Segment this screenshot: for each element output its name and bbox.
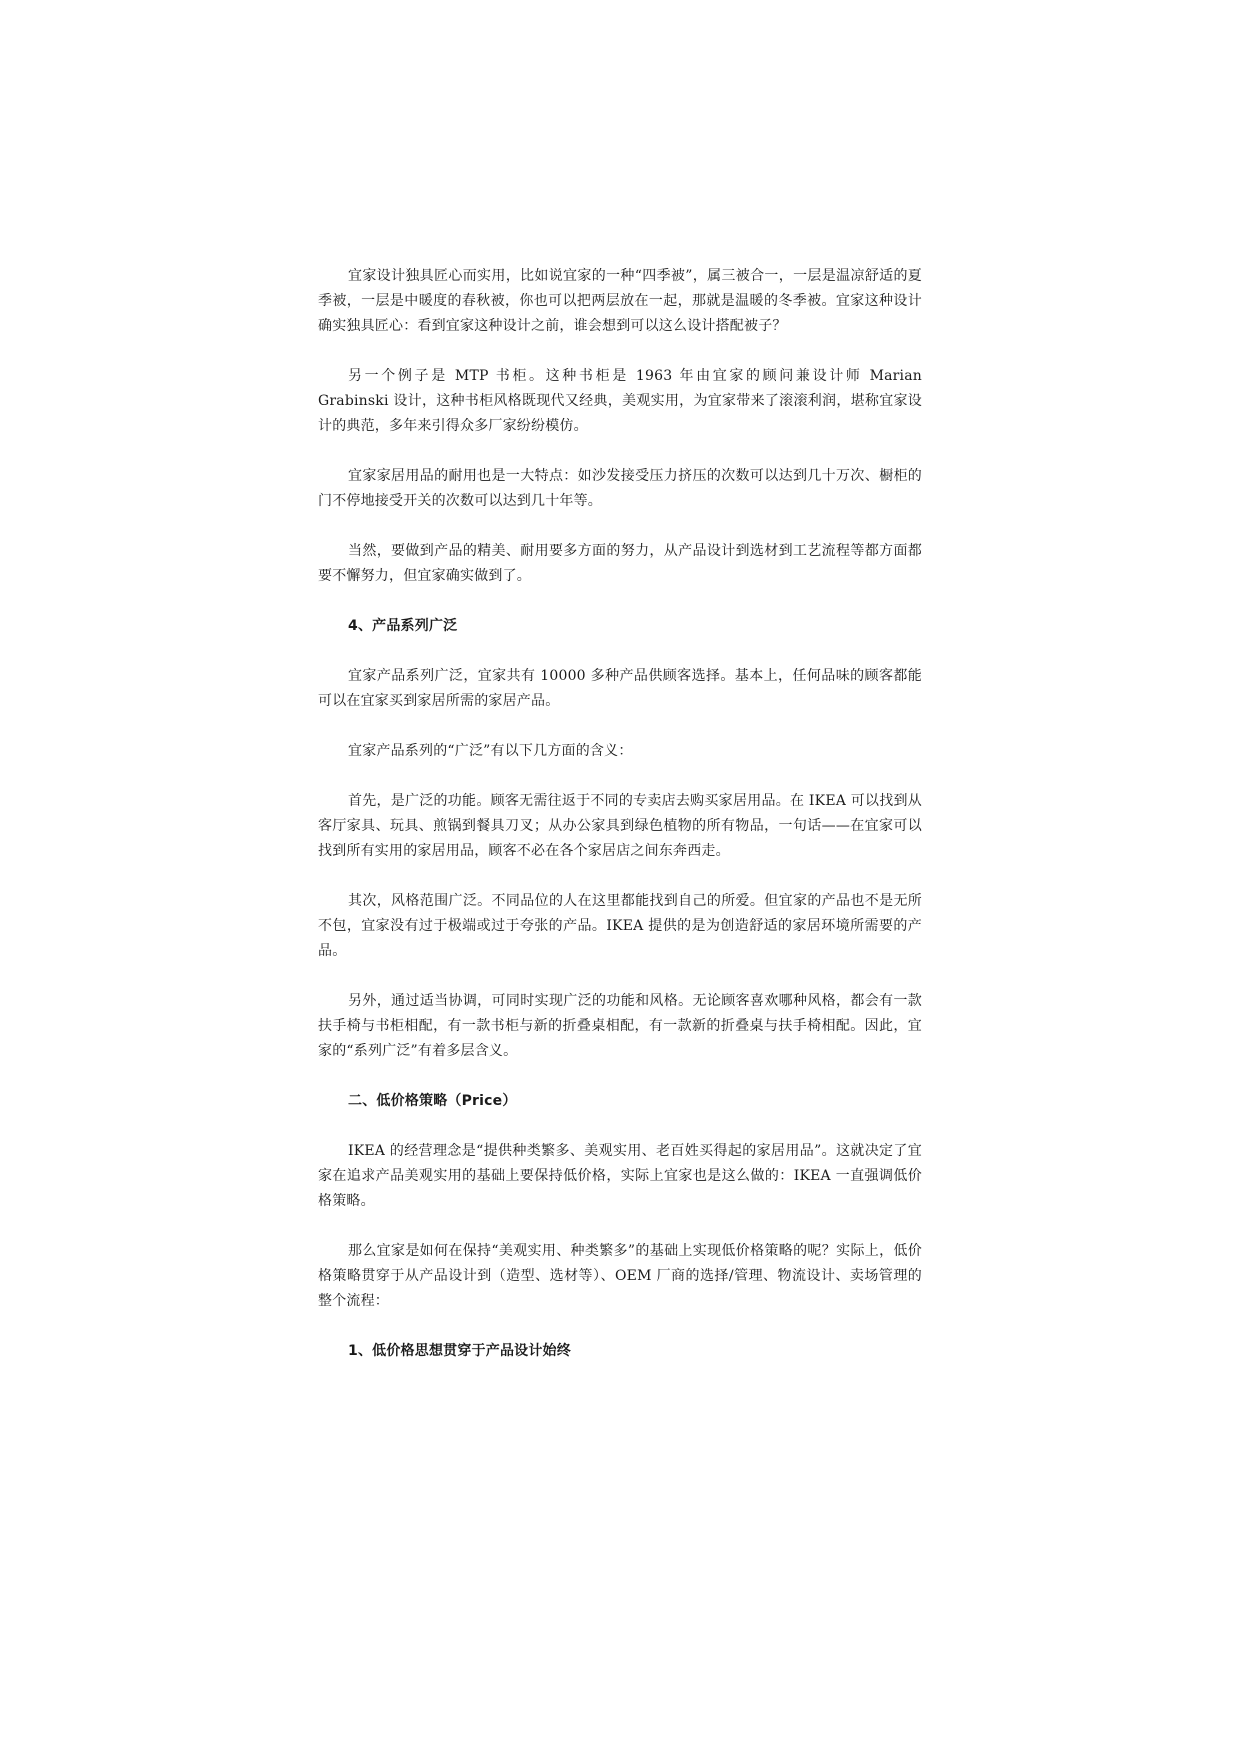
section-heading-design-low-price: 1、低价格思想贯穿于产品设计始终	[348, 1343, 571, 1359]
section-heading-product-range: 4、产品系列广泛	[348, 618, 458, 634]
paragraph-low-price-process: 那么宜家是如何在保持“美观实用、种类繁多”的基础上实现低价格策略的呢？实际上，低价格策略贯穿于从产品设计到（造型、选材等）、OEM 厂商的选择/管理、物流设计、卖场管理的整个流程：	[318, 1243, 922, 1309]
paragraph-ikea-philosophy: IKEA 的经营理念是“提供种类繁多、美观实用、老百姓买得起的家居用品”。这就决定了宜家在追求产品美观实用的基础上要保持低价格，实际上宜家也是这么做的：IKEA 一直强调低价格策略。	[318, 1143, 922, 1209]
paragraph-effort: 当然，要做到产品的精美、耐用要多方面的努力，从产品设计到选材到工艺流程等都方面都要不懈努力，但宜家确实做到了。	[318, 543, 922, 584]
paragraph-mtp-bookcase: 另一个例子是 MTP 书柜。这种书柜是 1963 年由宜家的顾问兼设计师 Marian Grabinski 设计，这种书柜风格既现代又经典，美观实用，为宜家带来了滚滚利润，堪称宜家设计的典范，多年来引得众多厂家纷纷模仿。	[318, 368, 922, 434]
paragraph-coordination: 另外，通过适当协调，可同时实现广泛的功能和风格。无论顾客喜欢哪种风格，都会有一款扶手椅与书柜相配，有一款书柜与新的折叠桌相配，有一款新的折叠桌与扶手椅相配。因此，宜家的“系列广泛”有着多层含义。	[318, 993, 922, 1059]
section-heading-low-price: 二、低价格策略（Price）	[348, 1093, 517, 1109]
paragraph-wide-function: 首先，是广泛的功能。顾客无需往返于不同的专卖店去购买家居用品。在 IKEA 可以找到从客厅家具、玩具、煎锅到餐具刀叉；从办公家具到绿色植物的所有物品，一句话——在宜家可以找到所有实用的家居用品，顾客不必在各个家居店之间东奔西走。	[318, 793, 922, 859]
paragraph-wide-style: 其次，风格范围广泛。不同品位的人在这里都能找到自己的所爱。但宜家的产品也不是无所不包，宜家没有过于极端或过于夸张的产品。IKEA 提供的是为创造舒适的家居环境所需要的产品。	[318, 893, 922, 959]
paragraph-quilt-design: 宜家设计独具匠心而实用，比如说宜家的一种“四季被”，属三被合一，一层是温凉舒适的夏季被，一层是中暖度的春秋被，你也可以把两层放在一起，那就是温暖的冬季被。宜家这种设计确实独具匠心：看到宜家这种设计之前，谁会想到可以这么设计搭配被子？	[318, 268, 922, 334]
paragraph-range-meaning: 宜家产品系列的“广泛”有以下几方面的含义：	[348, 743, 633, 759]
document-page	[318, 264, 922, 1389]
paragraph-durability: 宜家家居用品的耐用也是一大特点：如沙发接受压力挤压的次数可以达到几十万次、橱柜的门不停地接受开关的次数可以达到几十年等。	[318, 468, 922, 509]
paragraph-product-range: 宜家产品系列广泛，宜家共有 10000 多种产品供顾客选择。基本上，任何品味的顾客都能可以在宜家买到家居所需的家居产品。	[318, 668, 922, 709]
